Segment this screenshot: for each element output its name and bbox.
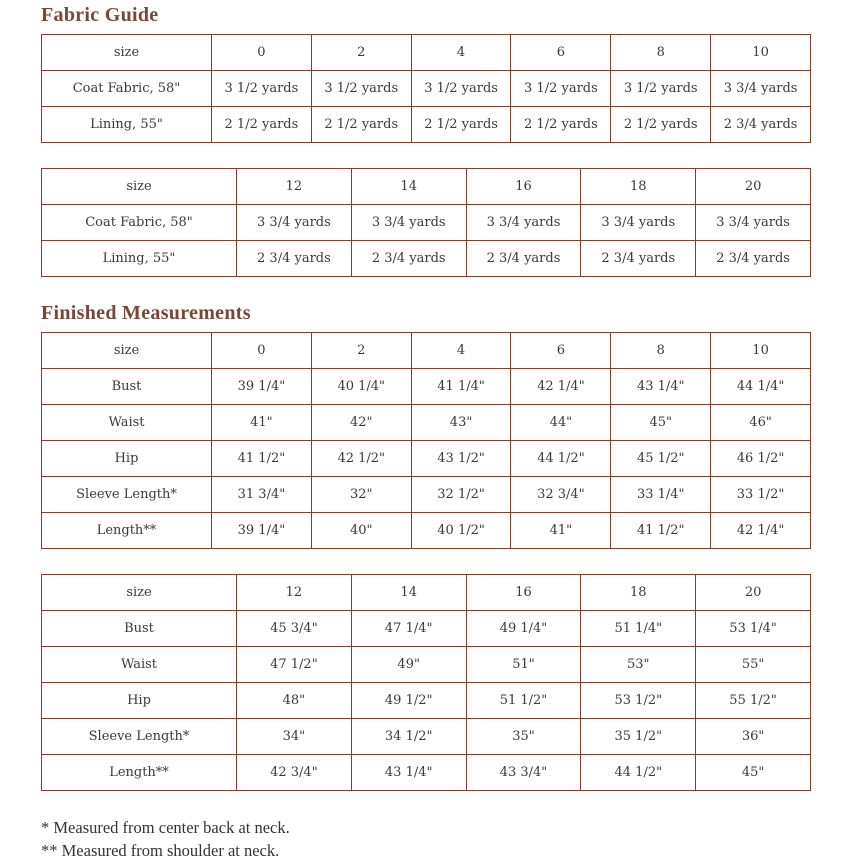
value-cell: 45"	[611, 405, 711, 441]
value-cell: 46"	[711, 405, 811, 441]
value-cell: 4	[411, 333, 511, 369]
measurements-table-sizes-12-20	[41, 574, 811, 791]
value-cell: 33 1/2"	[711, 477, 811, 513]
value-cell: 35 1/2"	[581, 719, 696, 755]
footnote-length: ** Measured from shoulder at neck.	[41, 841, 280, 860]
table-row	[42, 611, 811, 647]
value-cell: 44 1/4"	[711, 369, 811, 405]
value-cell: 34 1/2"	[351, 719, 466, 755]
value-cell: 51 1/2"	[466, 683, 581, 719]
value-cell: 49"	[351, 647, 466, 683]
row-label-cell: Hip	[42, 683, 237, 719]
value-cell: 3 3/4 yards	[237, 205, 352, 241]
row-label-cell: Length**	[42, 755, 237, 791]
value-cell: 44 1/2"	[581, 755, 696, 791]
value-cell: 40"	[311, 513, 411, 549]
footnote-sleeve: * Measured from center back at neck.	[41, 818, 290, 837]
value-cell: 35"	[466, 719, 581, 755]
fabric-table-sizes-0-10	[41, 34, 811, 143]
value-cell: 3 1/2 yards	[311, 71, 411, 107]
table-row	[42, 369, 811, 405]
row-label-cell: size	[42, 333, 212, 369]
value-cell: 32 1/2"	[411, 477, 511, 513]
fabric-table-sizes-12-20	[41, 168, 811, 277]
value-cell: 42 1/4"	[711, 513, 811, 549]
value-cell: 53"	[581, 647, 696, 683]
value-cell: 8	[611, 333, 711, 369]
value-cell: 6	[511, 333, 611, 369]
header-row	[42, 169, 811, 205]
value-cell: 2 1/2 yards	[511, 107, 611, 143]
value-cell: 43"	[411, 405, 511, 441]
value-cell: 3 1/2 yards	[411, 71, 511, 107]
header-row	[42, 575, 811, 611]
table-row	[42, 513, 811, 549]
header-row	[42, 333, 811, 369]
value-cell: 16	[466, 575, 581, 611]
value-cell: 42 1/4"	[511, 369, 611, 405]
value-cell: 55 1/2"	[696, 683, 811, 719]
value-cell: 2 3/4 yards	[466, 241, 581, 277]
row-label-cell: Coat Fabric, 58"	[42, 205, 237, 241]
row-label-cell: size	[42, 575, 237, 611]
value-cell: 2 3/4 yards	[696, 241, 811, 277]
value-cell: 36"	[696, 719, 811, 755]
row-label-cell: Hip	[42, 441, 212, 477]
value-cell: 41"	[511, 513, 611, 549]
value-cell: 6	[511, 35, 611, 71]
value-cell: 46 1/2"	[711, 441, 811, 477]
value-cell: 41 1/2"	[212, 441, 312, 477]
value-cell: 44"	[511, 405, 611, 441]
value-cell: 42 3/4"	[237, 755, 352, 791]
value-cell: 12	[237, 575, 352, 611]
value-cell: 0	[212, 35, 312, 71]
value-cell: 2 1/2 yards	[611, 107, 711, 143]
value-cell: 12	[237, 169, 352, 205]
value-cell: 40 1/4"	[311, 369, 411, 405]
value-cell: 2 3/4 yards	[581, 241, 696, 277]
table-row	[42, 719, 811, 755]
table-row	[42, 107, 811, 143]
value-cell: 45 1/2"	[611, 441, 711, 477]
value-cell: 41 1/2"	[611, 513, 711, 549]
value-cell: 47 1/2"	[237, 647, 352, 683]
value-cell: 4	[411, 35, 511, 71]
value-cell: 10	[711, 333, 811, 369]
row-label-cell: Length**	[42, 513, 212, 549]
value-cell: 3 3/4 yards	[711, 71, 811, 107]
value-cell: 40 1/2"	[411, 513, 511, 549]
value-cell: 3 3/4 yards	[351, 205, 466, 241]
value-cell: 3 3/4 yards	[466, 205, 581, 241]
fabric-guide-heading: Fabric Guide	[41, 4, 159, 26]
value-cell: 45 3/4"	[237, 611, 352, 647]
row-label-cell: Bust	[42, 611, 237, 647]
value-cell: 42"	[311, 405, 411, 441]
value-cell: 14	[351, 169, 466, 205]
table-row	[42, 405, 811, 441]
value-cell: 2 3/4 yards	[237, 241, 352, 277]
value-cell: 10	[711, 35, 811, 71]
value-cell: 14	[351, 575, 466, 611]
value-cell: 2 1/2 yards	[212, 107, 312, 143]
row-label-cell: size	[42, 35, 212, 71]
value-cell: 3 1/2 yards	[611, 71, 711, 107]
value-cell: 0	[212, 333, 312, 369]
value-cell: 34"	[237, 719, 352, 755]
footnotes	[41, 816, 290, 862]
header-row	[42, 35, 811, 71]
value-cell: 32 3/4"	[511, 477, 611, 513]
value-cell: 2 1/2 yards	[311, 107, 411, 143]
value-cell: 3 1/2 yards	[511, 71, 611, 107]
row-label-cell: Lining, 55"	[42, 241, 237, 277]
value-cell: 2 3/4 yards	[711, 107, 811, 143]
value-cell: 43 1/4"	[351, 755, 466, 791]
row-label-cell: Sleeve Length*	[42, 719, 237, 755]
value-cell: 55"	[696, 647, 811, 683]
value-cell: 44 1/2"	[511, 441, 611, 477]
value-cell: 2	[311, 35, 411, 71]
table-row	[42, 241, 811, 277]
value-cell: 53 1/2"	[581, 683, 696, 719]
row-label-cell: Bust	[42, 369, 212, 405]
value-cell: 51 1/4"	[581, 611, 696, 647]
row-label-cell: Coat Fabric, 58"	[42, 71, 212, 107]
value-cell: 47 1/4"	[351, 611, 466, 647]
value-cell: 39 1/4"	[212, 513, 312, 549]
row-label-cell: size	[42, 169, 237, 205]
value-cell: 43 1/4"	[611, 369, 711, 405]
value-cell: 49 1/4"	[466, 611, 581, 647]
value-cell: 32"	[311, 477, 411, 513]
value-cell: 2 3/4 yards	[351, 241, 466, 277]
value-cell: 41"	[212, 405, 312, 441]
value-cell: 45"	[696, 755, 811, 791]
finished-measurements-heading: Finished Measurements	[41, 302, 251, 324]
value-cell: 51"	[466, 647, 581, 683]
value-cell: 42 1/2"	[311, 441, 411, 477]
value-cell: 48"	[237, 683, 352, 719]
value-cell: 43 1/2"	[411, 441, 511, 477]
table-row	[42, 205, 811, 241]
value-cell: 2	[311, 333, 411, 369]
value-cell: 18	[581, 575, 696, 611]
value-cell: 18	[581, 169, 696, 205]
value-cell: 20	[696, 575, 811, 611]
measurements-table-sizes-0-10	[41, 332, 811, 549]
value-cell: 39 1/4"	[212, 369, 312, 405]
table-row	[42, 441, 811, 477]
row-label-cell: Waist	[42, 647, 237, 683]
table-row	[42, 683, 811, 719]
row-label-cell: Sleeve Length*	[42, 477, 212, 513]
value-cell: 3 3/4 yards	[581, 205, 696, 241]
table-row	[42, 647, 811, 683]
row-label-cell: Lining, 55"	[42, 107, 212, 143]
value-cell: 43 3/4"	[466, 755, 581, 791]
value-cell: 31 3/4"	[212, 477, 312, 513]
table-row	[42, 477, 811, 513]
value-cell: 2 1/2 yards	[411, 107, 511, 143]
value-cell: 20	[696, 169, 811, 205]
row-label-cell: Waist	[42, 405, 212, 441]
table-row	[42, 755, 811, 791]
value-cell: 3 3/4 yards	[696, 205, 811, 241]
value-cell: 53 1/4"	[696, 611, 811, 647]
value-cell: 8	[611, 35, 711, 71]
value-cell: 41 1/4"	[411, 369, 511, 405]
value-cell: 33 1/4"	[611, 477, 711, 513]
value-cell: 16	[466, 169, 581, 205]
value-cell: 49 1/2"	[351, 683, 466, 719]
value-cell: 3 1/2 yards	[212, 71, 312, 107]
table-row	[42, 71, 811, 107]
